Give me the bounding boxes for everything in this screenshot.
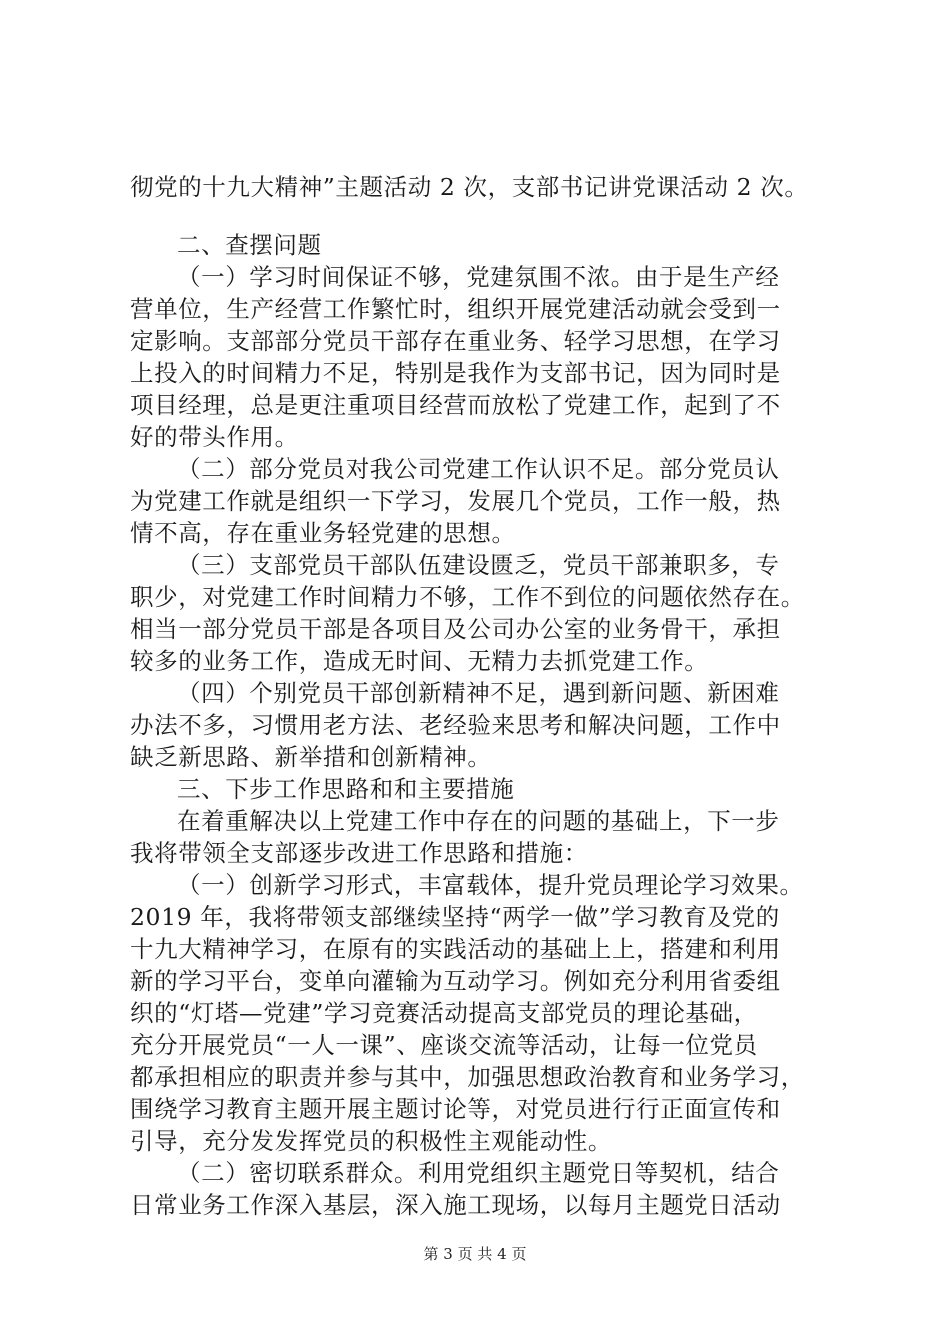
paragraph-line: 织的“灯塔—党建”学习竞赛活动提高支部党员的理论基础，	[130, 999, 758, 1027]
paragraph-line: （三）支部党员干部队伍建设匮乏，党员干部兼职多，专	[177, 551, 780, 579]
paragraph-line: （二）密切联系群众。利用党组织主题党日等契机，结合	[177, 1159, 780, 1187]
paragraph-line: 十九大精神学习，在原有的实践活动的基础上上，搭建和利用	[130, 935, 781, 963]
paragraph-line: 都承担相应的职责并参与其中，加强思想政治教育和业务学习，	[130, 1063, 805, 1091]
section-heading: 三、下步工作思路和和主要措施	[177, 775, 515, 803]
paragraph-line: 在着重解决以上党建工作中存在的问题的基础上，下一步	[177, 807, 780, 835]
paragraph-line: 职少，对党建工作时间精力不够，工作不到位的问题依然存在。	[130, 583, 805, 611]
paragraph-line: （一）创新学习形式，丰富载体，提升党员理论学习效果。	[177, 871, 804, 899]
paragraph-line: 为党建工作就是组织一下学习，发展几个党员，工作一般，热	[130, 487, 781, 515]
paragraph-line: （四）个别党员干部创新精神不足，遇到新问题、新困难	[177, 679, 780, 707]
section-heading: 二、查摆问题	[177, 231, 322, 259]
paragraph-line: 办法不多，习惯用老方法、老经验来思考和解决问题，工作中	[130, 711, 781, 739]
paragraph-line: 日常业务工作深入基层，深入施工现场，以每月主题党日活动	[130, 1191, 781, 1219]
paragraph-line: （一）学习时间保证不够，党建氛围不浓。由于是生产经	[177, 263, 780, 291]
page-number-footer: 第 3 页 共 4 页	[423, 1245, 527, 1263]
paragraph-line: 定影响。支部部分党员干部存在重业务、轻学习思想，在学习	[130, 327, 781, 355]
paragraph-line: 充分开展党员“一人一课”、座谈交流等活动，让每一位党员	[130, 1031, 758, 1059]
paragraph-line: 营单位，生产经营工作繁忙时，组织开展党建活动就会受到一	[130, 295, 781, 323]
paragraph-line: 情不高，存在重业务轻党建的思想。	[130, 519, 516, 547]
paragraph-line: 好的带头作用。	[130, 423, 299, 451]
paragraph-line: （二）部分党员对我公司党建工作认识不足。部分党员认	[177, 455, 780, 483]
paragraph-line: 2019 年，我将带领支部继续坚持“两学一做”学习教育及党的	[130, 903, 780, 931]
paragraph-line: 相当一部分党员干部是各项目及公司办公室的业务骨干，承担	[130, 615, 781, 643]
paragraph-line: 围绕学习教育主题开展主题讨论等，对党员进行行正面宣传和	[130, 1095, 781, 1123]
paragraph-line: 新的学习平台，变单向灌输为互动学习。例如充分利用省委组	[130, 967, 781, 995]
paragraph-gap	[130, 203, 830, 229]
paragraph-line: 上投入的时间精力不足，特别是我作为支部书记，因为同时是	[130, 359, 781, 387]
document-body	[130, 171, 830, 1221]
paragraph-line: 彻党的十九大精神”主题活动 2 次，支部书记讲党课活动 2 次。	[130, 173, 809, 201]
paragraph-line: 缺乏新思路、新举措和创新精神。	[130, 743, 492, 771]
paragraph-line: 较多的业务工作，造成无时间、无精力去抓党建工作。	[130, 647, 709, 675]
paragraph-line: 项目经理，总是更注重项目经营而放松了党建工作，起到了不	[130, 391, 781, 419]
paragraph-line: 引导，充分发发挥党员的积极性主观能动性。	[130, 1127, 612, 1155]
paragraph-line: 我将带领全支部逐步改进工作思路和措施：	[130, 839, 588, 867]
